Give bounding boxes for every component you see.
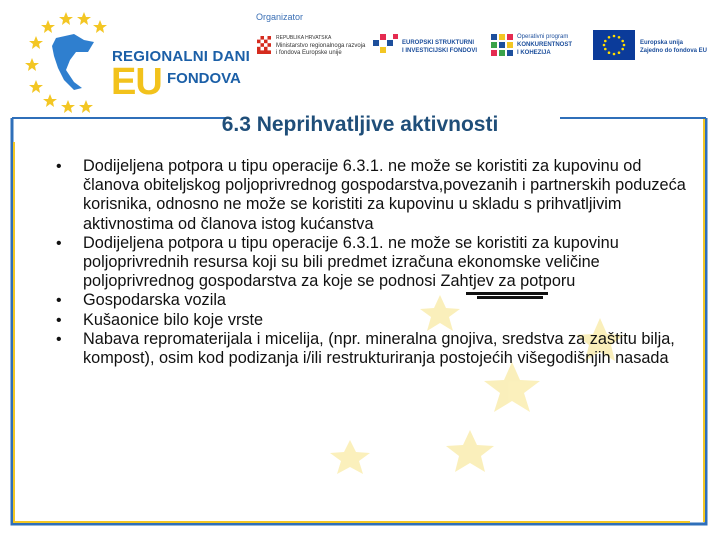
op-line1: Operativni program <box>517 34 569 40</box>
bullet-item: • Gospodarska vozila <box>56 291 692 310</box>
emphasis-underline <box>466 292 548 295</box>
op-line3: I KOHEZIJA <box>517 50 551 56</box>
esi-funds-icon <box>373 34 399 54</box>
slide-title: 6.3 Neprihvatljive aktivnosti <box>221 113 499 136</box>
eu-stars-icon <box>593 30 635 60</box>
bullet-item: • Dodijeljena potpora u tipu operacije 6.3.1. ne može se koristiti za kupovinu od članova obiteljskog poljoprivrednog gospodarstva,povezanih i partnerskih poduzeća korisnika, odnosno ne može se koristiti za kupovinu u skladu s prihvatljivim aktivnostima od članova istog kućanstva <box>56 157 692 234</box>
bullet-list <box>56 157 692 368</box>
eu-line1: Europska unija <box>640 40 684 46</box>
op-grid-icon <box>491 34 513 56</box>
logo-eu: EU <box>111 61 162 103</box>
op-line2: KONKURENTNOST <box>517 42 572 48</box>
logo-fondova: FONDOVA <box>167 70 241 87</box>
ministry-line1: REPUBLIKA HRVATSKA <box>276 35 332 41</box>
croatia-coat-of-arms-icon <box>257 36 271 54</box>
regional-days-logo <box>22 8 250 116</box>
bullet-item: • Kušaonice bilo koje vrste <box>56 311 692 330</box>
bullet-item: • Dodijeljena potpora u tipu operacije 6.3.1. ne može se koristiti za kupovinu poljoprivrednih resursa koji su bili predmet izračuna ekonomske veličine poljoprivrednog gospodarstva za koje se podnosi Zahtjev za potporu <box>56 234 692 292</box>
eu-flag <box>593 30 635 60</box>
organizer-label: Organizator <box>256 12 304 22</box>
ministry-line3: i fondova Europske unije <box>276 50 342 56</box>
emphasis-underline <box>477 296 543 299</box>
eu-line2: Zajedno do fondova EU <box>640 48 707 54</box>
logo-line1: REGIONALNI DANI <box>112 48 250 65</box>
croatia-map-stars-icon <box>22 8 122 116</box>
ministry-line2: Ministarstvo regionalnoga razvoja <box>276 43 366 49</box>
esi-line2: I INVESTICIJSKI FONDOVI <box>402 48 478 54</box>
esi-line1: EUROPSKI STRUKTURNI <box>402 40 475 46</box>
bullet-item: • Nabava repromaterijala i micelija, (npr. mineralna gnojiva, sredstva za zaštitu bilja, kompost), osim kod podizanja i/ili restrukturiranja postojećih višegodišnjih nasada <box>56 330 692 368</box>
